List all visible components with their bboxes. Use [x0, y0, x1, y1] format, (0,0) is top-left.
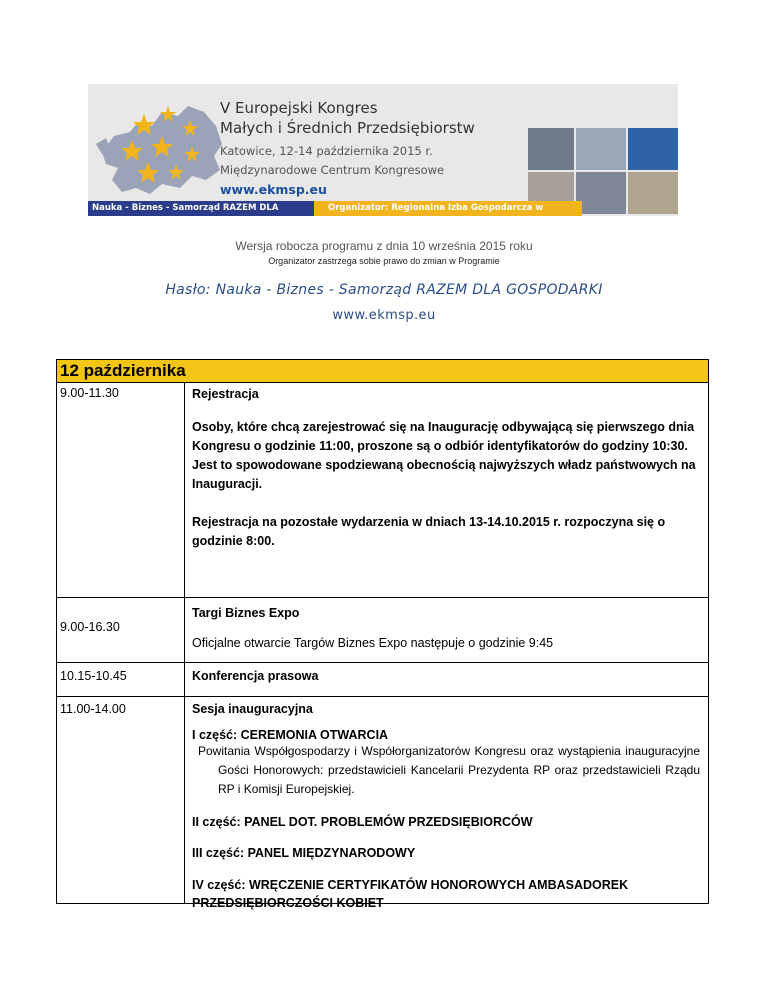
event-cell	[185, 598, 708, 662]
session-part-2: II część: PANEL DOT. PROBLEMÓW PRZEDSIĘBIORCÓW	[192, 815, 533, 829]
time-cell	[57, 663, 185, 696]
event-cell	[185, 663, 708, 696]
changes-disclaimer: Organizator zastrzega sobie prawo do zmian w Programie	[268, 256, 500, 266]
table-row-expo	[57, 598, 708, 663]
banner-title-1: V Europejski Kongres	[220, 99, 378, 117]
event-cell	[185, 697, 708, 910]
event-title: Konferencja prasowa	[192, 669, 319, 683]
schedule-table	[56, 359, 709, 910]
banner-strip	[88, 201, 582, 228]
time-cell: 9.00-11.30	[57, 383, 185, 597]
session-part-1-description: Powitania Współgospodarzy i Współorganizatorów Kongresu oraz wystąpienia inauguracyjne Gości Honorowych: przedstawicieli Kancelarii Prezydenta RP oraz przedstawicieli Rządu RP i Komisji Europejskiej.	[198, 744, 700, 796]
event-title: Sesja inauguracyjna	[192, 702, 313, 716]
strip-organizer: Organizator: Regionalna Izba Gospodarcza w Katowicach	[314, 201, 582, 216]
day-header: 12 października	[57, 360, 708, 383]
version-note: Wersja robocza programu z dnia 10 września 2015 roku	[235, 239, 533, 253]
time-value: 10.15-10.45	[60, 669, 127, 683]
time-value: 11.00-14.00	[60, 702, 126, 716]
motto: Hasło: Nauka - Biznes - Samorząd RAZEM DLA GOSPODARKI	[165, 282, 603, 298]
site-link[interactable]: www.ekmsp.eu	[332, 308, 436, 323]
table-row-inauguration	[57, 697, 708, 910]
table-row-press	[57, 663, 708, 697]
banner-title-2: Małych i Średnich Przedsiębiorstw	[220, 119, 475, 137]
europe-map-logo	[92, 92, 232, 204]
event-title: Rejestracja	[192, 387, 259, 401]
time-cell	[57, 697, 185, 903]
registration-info-2: Rejestracja na pozostałe wydarzenia w dniach 13-14.10.2015 r. rozpoczyna się o godzinie 8:00.	[192, 515, 666, 548]
session-part-3: III część: PANEL MIĘDZYNARODOWY	[192, 846, 416, 860]
session-part-4: IV część: WRĘCZENIE CERTYFIKATÓW HONOROWYCH AMBASADOREK PRZEDSIĘBIORCZOŚCI KOBIET	[192, 878, 629, 910]
event-title: Targi Biznes Expo	[192, 606, 300, 620]
table-row-registration	[57, 383, 708, 598]
banner-text	[220, 98, 475, 200]
banner-url[interactable]: www.ekmsp.eu	[220, 182, 327, 197]
strip-slogan: Nauka - Biznes - Samorząd RAZEM DLA GOSPODARKI	[88, 201, 314, 216]
event-cell	[185, 383, 708, 597]
banner-location-1: Katowice, 12-14 października 2015 r.	[220, 144, 433, 158]
registration-info: Osoby, które chcą zarejestrować się na Inaugurację odbywającą się pierwszego dnia Kongresu o godzinie 11:00, proszone są o odbiór identyfikatorów do godziny 10:30. Jest to spowodowane spodziewaną obecnością najwyższych władz państwowych na Inauguracji.	[192, 420, 696, 491]
banner-location-2: Międzynarodowe Centrum Kongresowe	[220, 163, 445, 177]
event-description: Oficjalne otwarcie Targów Biznes Expo następuje o godzinie 9:45	[192, 636, 554, 650]
session-part-1: I część: CEREMONIA OTWARCIA	[192, 728, 389, 742]
time-cell	[57, 598, 185, 662]
congress-banner	[88, 84, 678, 216]
time-value: 9.00-16.30	[60, 620, 120, 634]
